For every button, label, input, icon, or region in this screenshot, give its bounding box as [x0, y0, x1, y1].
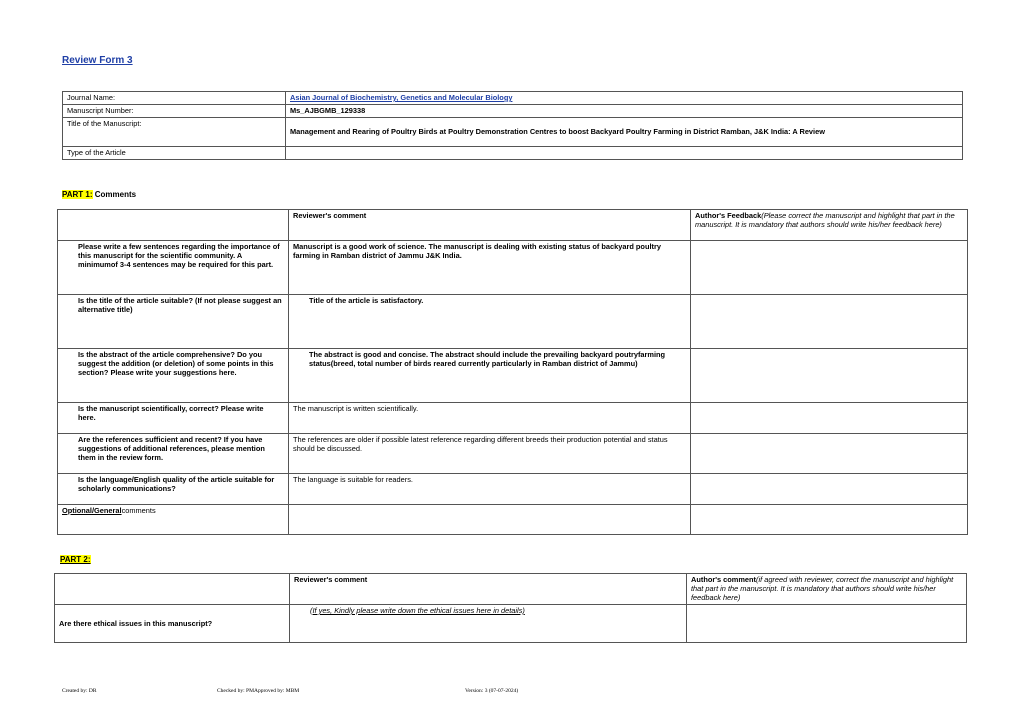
part2-author-header-note: (if agreed with reviewer, correct the manuscript and highlight that part in the manuscript. It is mandatory that authors should write his/her feedback here) [691, 575, 954, 603]
table-row [58, 505, 968, 535]
part1-label: PART 1: [62, 190, 93, 199]
table-row [58, 241, 968, 295]
part1-heading [62, 190, 136, 199]
comment-language[interactable]: The language is suitable for readers. [289, 474, 691, 505]
author-feedback-language[interactable] [691, 474, 968, 505]
ethics-answer-text[interactable]: (If yes, Kindly please write down the ethical issues here in details) [310, 606, 525, 615]
author-feedback-abstract[interactable] [691, 349, 968, 403]
table-row [58, 349, 968, 403]
part1-label-rest: Comments [92, 190, 137, 199]
journal-name[interactable] [286, 92, 963, 105]
part2-ethics-table [54, 573, 967, 643]
manuscript-info-table [62, 91, 963, 160]
question-scientific: Is the manuscript scientifically, correct? Please write here. [58, 403, 289, 434]
comment-importance[interactable]: Manuscript is a good work of science. The manuscript is dealing with existing status of backyard poultry farming in Ramban district of Jammu J&K India. [289, 241, 691, 295]
ethics-question: Are there ethical issues in this manuscript? [55, 605, 290, 643]
question-references: Are the references sufficient and recent? If you have suggestions of additional references, please mention them in the review form. [58, 434, 289, 474]
part2-reviewer-header: Reviewer's comment [290, 574, 687, 605]
journal-link[interactable]: Asian Journal of Biochemistry, Genetics and Molecular Biology [290, 93, 513, 102]
comment-title[interactable]: Title of the article is satisfactory. [289, 295, 691, 349]
part2-author-header-bold: Author's comment [691, 575, 756, 584]
part1-author-header-note: (Please correct the manuscript and highlight that part in the manuscript. It is mandatory that authors should write his/her feedback here) [695, 211, 955, 230]
part2-author-header [687, 574, 967, 605]
part1-reviewer-header: Reviewer's comment [289, 210, 691, 241]
part1-author-header [691, 210, 968, 241]
question-importance: Please write a few sentences regarding the importance of this manuscript for the scientific community. A minimumof 3-4 sentences may be required for this part. [58, 241, 289, 295]
footer-checked-by: Checked by: PMApproved by: MBM [217, 688, 300, 694]
manuscript-title-row [63, 118, 963, 147]
footer-version: Version: 3 (07-07-2024) [465, 688, 519, 694]
article-type-value [286, 147, 963, 160]
optional-comments-label [58, 505, 289, 535]
optional-comments-reviewer[interactable] [289, 505, 691, 535]
manuscript-title: Management and Rearing of Poultry Birds at Poultry Demonstration Centres to boost Backyard Poultry Farming in District Ramban, J&K India: A Review [286, 118, 963, 147]
optional-comments-suffix: comments [121, 506, 156, 515]
part1-header-blank [58, 210, 289, 241]
table-row [58, 295, 968, 349]
manuscript-number-label: Manuscript Number: [63, 105, 286, 118]
author-feedback-references[interactable] [691, 434, 968, 474]
ethics-author-comment[interactable] [687, 605, 967, 643]
article-type-row [63, 147, 963, 160]
optional-comments-author[interactable] [691, 505, 968, 535]
author-feedback-title[interactable] [691, 295, 968, 349]
table-row [58, 403, 968, 434]
journal-label: Journal Name: [63, 92, 286, 105]
part2-header-blank [55, 574, 290, 605]
question-title: Is the title of the article suitable? (If not please suggest an alternative title) [58, 295, 289, 349]
comment-scientific[interactable]: The manuscript is written scientifically. [289, 403, 691, 434]
author-feedback-scientific[interactable] [691, 403, 968, 434]
optional-general-label: Optional/General [62, 506, 122, 515]
table-row [55, 605, 967, 643]
part2-label: PART 2: [60, 555, 91, 564]
question-language: Is the language/English quality of the article suitable for scholarly communications? [58, 474, 289, 505]
part1-author-header-bold: Author's Feedback [695, 211, 762, 220]
table-row [58, 434, 968, 474]
manuscript-number: Ms_AJBGMB_129338 [286, 105, 963, 118]
author-feedback-importance[interactable] [691, 241, 968, 295]
part1-comments-table [57, 209, 968, 535]
manuscript-title-label: Title of the Manuscript: [63, 118, 286, 147]
manuscript-number-row [63, 105, 963, 118]
table-row [58, 474, 968, 505]
part1-header-row [58, 210, 968, 241]
comment-references[interactable]: The references are older if possible latest reference regarding different breeds their production potential and status should be discussed. [289, 434, 691, 474]
question-abstract: Is the abstract of the article comprehensive? Do you suggest the addition (or deletion) of some points in this section? Please write your suggestions here. [58, 349, 289, 403]
comment-abstract[interactable]: The abstract is good and concise. The abstract should include the prevailing backyard poutryfarming status(breed, total number of birds reared currently particularly in Ramban district of Jammu) [289, 349, 691, 403]
footer-created-by: Created by: DR [62, 688, 97, 694]
form-title: Review Form 3 [62, 55, 133, 66]
journal-row [63, 92, 963, 105]
ethics-answer[interactable] [290, 605, 687, 643]
part2-header-row [55, 574, 967, 605]
part2-heading [60, 555, 91, 564]
article-type-label: Type of the Article [63, 147, 286, 160]
